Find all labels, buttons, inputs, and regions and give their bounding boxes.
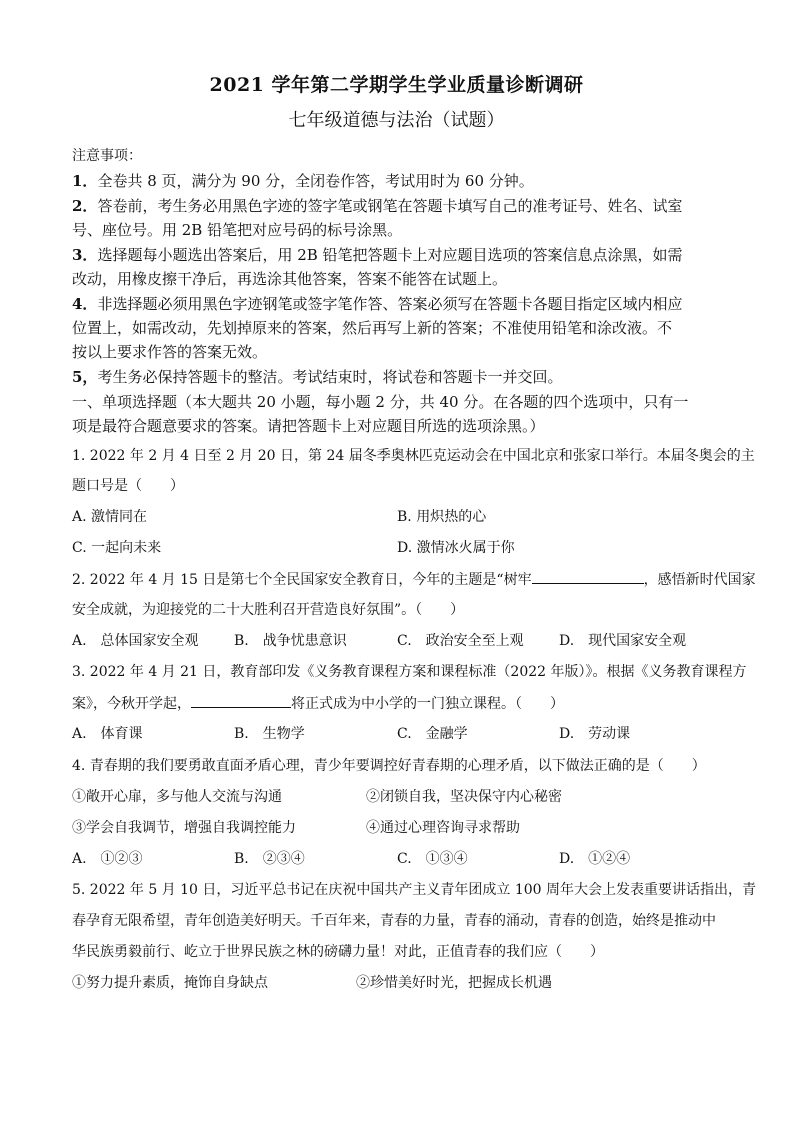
q2-stem-part1: 2. 2022 年 4 月 15 日是第七个全民国家安全教育日，今年的主题是“树牢 (72, 572, 532, 588)
q5-stem-cont2: 华民族勇毅前行、屹立于世界民族之林的磅礴力量！对此，正值青春的我们应（ ） (72, 944, 604, 960)
q3-answer-blank (191, 693, 291, 708)
exam-title: 2021 学年第二学期学生学业质量诊断调研 (209, 74, 584, 96)
notice-item-2-cont: 号、座位号。用 2B 铅笔把对应号码的标号涂黑。 (72, 221, 403, 239)
q4-statement-3: ③学会自我调节，增强自我调控能力 (72, 820, 296, 836)
q3-stem-cont (72, 693, 732, 714)
q3-stem-part2: 将正式成为中小学的一门独立课程。（ ） (291, 696, 564, 712)
notice-item-3 (72, 245, 732, 265)
notice-item-text: 全卷共 8 页，满分为 90 分，全闭卷作答，考试用时为 60 分钟。 (97, 172, 534, 190)
q3-option-b: B. 生物学 (234, 726, 305, 742)
q4-statement-1: ①敞开心扉，多与他人交流与沟通 (72, 789, 282, 805)
notice-item-number: 3． (72, 246, 98, 264)
q4-statement-4: ④通过心理咨询寻求帮助 (366, 820, 520, 836)
q3-option-d: D. 劳动课 (559, 726, 631, 742)
notice-item-3-cont: 改动，用橡皮擦干净后，再选涂其他答案，答案不能答在试题上。 (72, 270, 508, 288)
q2-option-b: B. 战争忧患意识 (234, 633, 347, 649)
q5-statement-1: ①努力提升素质，掩饰自身缺点 (72, 975, 268, 991)
q2-stem (72, 569, 756, 590)
notice-item-1 (72, 171, 732, 191)
q1-option-b: B. 用炽热的心 (397, 509, 487, 525)
notice-item-4-cont: 位置上，如需改动，先划掉原来的答案，然后再写上新的答案；不准使用铅笔和涂改液。不 (72, 319, 673, 337)
q4-statement-2: ②闭锁自我，坚决保守内心秘密 (366, 789, 562, 805)
q5-statement-2: ②珍惜美好时光，把握成长机遇 (356, 975, 552, 991)
notice-item-number: 4． (72, 295, 98, 313)
q5-stem: 5. 2022 年 5 月 10 日，习近平总书记在庆祝中国共产主义青年团成立 100 周年大会上发表重要讲话指出，青 (72, 882, 757, 898)
notice-item-2 (72, 196, 732, 216)
notice-item-text: 非选择题必须用黑色字迹钢笔或签字笔作答、答案必须写在答题卡各题目指定区域内相应 (97, 295, 683, 313)
notice-item-text: 考生务必保持答题卡的整洁。考试结束时，将试卷和答题卡一并交回。 (97, 368, 563, 386)
notice-item-number: 2． (72, 197, 98, 215)
q2-option-d: D. 现代国家安全观 (559, 633, 687, 649)
q1-stem: 1. 2022 年 2 月 4 日至 2 月 20 日，第 24 届冬季奥林匹克运动会在中国北京和张家口举行。本届冬奥会的主 (72, 448, 755, 464)
q4-option-a: A. ①②③ (72, 851, 143, 867)
q5-stem-cont: 春孕育无限希望，青年创造美好明天。千百年来，青春的力量，青春的涌动，青春的创造，始终是推动中 (72, 913, 716, 929)
q2-option-a: A. 总体国家安全观 (72, 633, 199, 649)
notice-item-4-cont2: 按以上要求作答的答案无效。 (72, 343, 268, 361)
q3-option-c: C. 金融学 (397, 726, 468, 742)
q3-option-a: A. 体育课 (72, 726, 143, 742)
q4-stem: 4. 青春期的我们要勇敢直面矛盾心理，青少年要调控好青春期的心理矛盾，以下做法正确的是（ ） (72, 758, 706, 774)
q4-option-c: C. ①③④ (397, 851, 468, 867)
notice-heading: 注意事项： (72, 148, 142, 164)
q2-stem-part2: ，感悟新时代国家 (643, 572, 756, 588)
q1-option-a: A. 激情同在 (72, 509, 148, 525)
notice-item-number: 5， (72, 368, 98, 386)
q1-stem-cont: 题口号是（ ） (72, 478, 184, 494)
q1-option-c: C. 一起向未来 (72, 540, 162, 556)
q3-stem-part1: 案》，今秋开学起， (72, 696, 191, 712)
notice-item-5 (72, 367, 732, 387)
q2-stem-cont: 安全成就，为迎接党的二十大胜利召开营造良好氛围”。（ ） (72, 602, 465, 618)
notice-item-number: 1． (72, 172, 98, 190)
q4-option-b: B. ②③④ (234, 851, 305, 867)
q3-stem: 3. 2022 年 4 月 21 日，教育部印发《义务教育课程方案和课程标准（2022 年版）》。根据《义务教育课程方 (72, 664, 747, 680)
q2-answer-blank (532, 569, 644, 584)
q2-option-c: C. 政治安全至上观 (397, 633, 524, 649)
section-heading-cont: 项是最符合题意要求的答案。请把答题卡上对应题目所选的选项涂黑。） (72, 417, 545, 435)
section-heading: 一、单项选择题（本大题共 20 小题，每小题 2 分，共 40 分。在各题的四个选项中，只有一 (72, 393, 689, 411)
notice-item-4 (72, 294, 732, 314)
notice-item-text: 答卷前，考生务必用黑色字迹的签字笔或钢笔在答题卡填写自己的准考证号、姓名、试室 (97, 197, 683, 215)
q4-option-d: D. ①②④ (559, 851, 631, 867)
notice-item-text: 选择题每小题选出答案后，用 2B 铅笔把答题卡上对应题目选项的答案信息点涂黑，如需 (97, 246, 683, 264)
q1-option-d: D. 激情冰火属于你 (397, 540, 515, 556)
exam-subtitle: 七年级道德与法治（试题） (288, 110, 505, 131)
